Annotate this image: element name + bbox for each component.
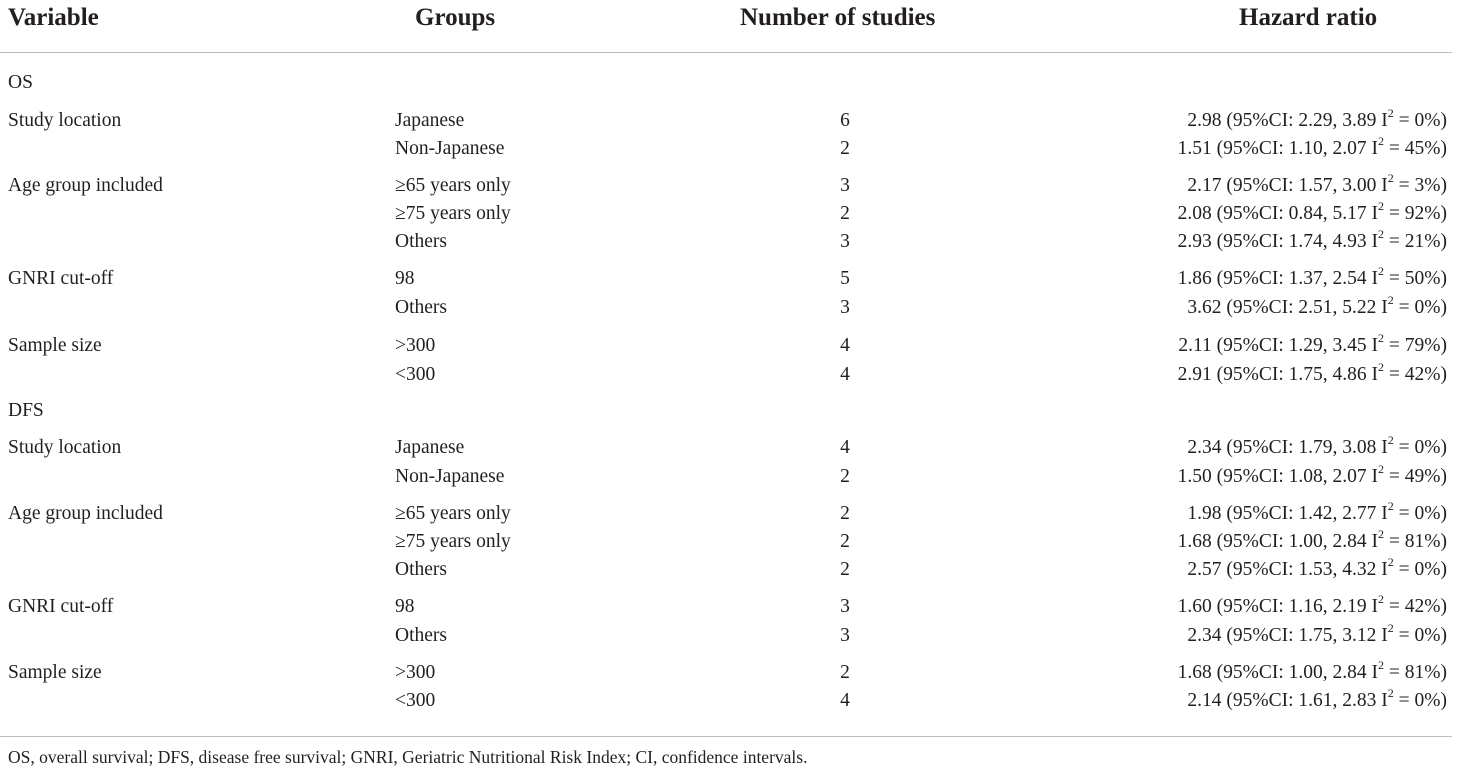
row-group: 98: [395, 268, 415, 289]
row-group: >300: [395, 335, 436, 356]
row-variable: Age group included: [8, 503, 163, 524]
row-study-count: 4: [840, 690, 850, 711]
row-hazard-ratio: 2.14 (95%CI: 1.61, 2.83 $I^2 = 0\%$): [1187, 686, 1447, 711]
row-variable: Study location: [8, 110, 122, 131]
row-variable: Age group included: [8, 175, 163, 196]
row-study-count: 2: [840, 531, 850, 552]
row-hazard-ratio: 2.91 (95%CI: 1.75, 4.86 $I^2 = 42\%$): [1177, 360, 1447, 385]
row-group: ≥65 years only: [395, 503, 511, 524]
section-title-os: OS: [8, 72, 33, 93]
row-group: ≥75 years only: [395, 203, 511, 224]
header-variable: Variable: [8, 4, 99, 31]
row-group: ≥65 years only: [395, 175, 511, 196]
row-hazard-ratio: 2.93 (95%CI: 1.74, 4.93 $I^2 = 21\%$): [1177, 227, 1447, 252]
row-variable: GNRI cut-off: [8, 268, 114, 289]
row-study-count: 2: [840, 203, 850, 224]
row-study-count: 3: [840, 596, 850, 617]
row-group: >300: [395, 662, 436, 683]
row-study-count: 3: [840, 297, 850, 318]
header-number-of-studies: Number of studies: [740, 4, 936, 31]
section-title-dfs: DFS: [8, 400, 44, 421]
row-hazard-ratio: 1.50 (95%CI: 1.08, 2.07 $I^2 = 49\%$): [1177, 462, 1447, 487]
row-hazard-ratio: 1.60 (95%CI: 1.16, 2.19 $I^2 = 42\%$): [1177, 592, 1447, 617]
row-variable: Sample size: [8, 662, 102, 683]
row-hazard-ratio: 2.08 (95%CI: 0.84, 5.17 $I^2 = 92\%$): [1177, 199, 1447, 224]
row-hazard-ratio: 1.98 (95%CI: 1.42, 2.77 $I^2 = 0\%$): [1187, 499, 1447, 524]
row-study-count: 3: [840, 625, 850, 646]
row-hazard-ratio: 2.57 (95%CI: 1.53, 4.32 $I^2 = 0\%$): [1187, 555, 1447, 580]
row-variable: GNRI cut-off: [8, 596, 114, 617]
row-group: Others: [395, 231, 447, 252]
row-group: <300: [395, 364, 436, 385]
row-study-count: 4: [840, 437, 850, 458]
row-group: 98: [395, 596, 415, 617]
header-rule: [0, 52, 1452, 53]
header-groups: Groups: [415, 4, 496, 31]
row-study-count: 4: [840, 364, 850, 385]
row-group: <300: [395, 690, 436, 711]
row-study-count: 2: [840, 138, 850, 159]
row-study-count: 2: [840, 466, 850, 487]
row-hazard-ratio: 1.68 (95%CI: 1.00, 2.84 $I^2 = 81\%$): [1177, 658, 1447, 683]
table-footnote: OS, overall survival; DFS, disease free survival; GNRI, Geriatric Nutritional Risk Index; CI, confidence intervals.: [8, 747, 808, 767]
row-study-count: 3: [840, 175, 850, 196]
row-variable: Sample size: [8, 335, 102, 356]
row-hazard-ratio: 2.17 (95%CI: 1.57, 3.00 $I^2 = 3\%$): [1187, 171, 1447, 196]
row-study-count: 6: [840, 110, 850, 131]
row-group: ≥75 years only: [395, 531, 511, 552]
footer-rule: [0, 736, 1452, 737]
row-study-count: 2: [840, 559, 850, 580]
row-hazard-ratio: 2.34 (95%CI: 1.79, 3.08 $I^2 = 0\%$): [1187, 433, 1447, 458]
row-group: Non-Japanese: [395, 138, 505, 159]
row-study-count: 5: [840, 268, 850, 289]
row-variable: Study location: [8, 437, 122, 458]
row-group: Others: [395, 559, 447, 580]
row-group: Japanese: [395, 437, 465, 458]
row-group: Others: [395, 625, 447, 646]
row-study-count: 2: [840, 662, 850, 683]
row-hazard-ratio: 1.51 (95%CI: 1.10, 2.07 $I^2 = 45\%$): [1177, 134, 1447, 159]
row-hazard-ratio: 1.68 (95%CI: 1.00, 2.84 $I^2 = 81\%$): [1177, 527, 1447, 552]
row-group: Others: [395, 297, 447, 318]
row-hazard-ratio: 2.11 (95%CI: 1.29, 3.45 $I^2 = 79\%$): [1178, 331, 1447, 356]
row-study-count: 2: [840, 503, 850, 524]
header-hazard-ratio: Hazard ratio: [1239, 4, 1378, 31]
row-hazard-ratio: 2.34 (95%CI: 1.75, 3.12 $I^2 = 0\%$): [1187, 621, 1447, 646]
row-hazard-ratio: 2.98 (95%CI: 2.29, 3.89 $I^2 = 0\%$): [1187, 106, 1447, 131]
row-study-count: 3: [840, 231, 850, 252]
row-study-count: 4: [840, 335, 850, 356]
row-hazard-ratio: 3.62 (95%CI: 2.51, 5.22 $I^2 = 0\%$): [1187, 293, 1447, 318]
row-hazard-ratio: 1.86 (95%CI: 1.37, 2.54 $I^2 = 50\%$): [1177, 264, 1447, 289]
row-group: Japanese: [395, 110, 465, 131]
row-group: Non-Japanese: [395, 466, 505, 487]
